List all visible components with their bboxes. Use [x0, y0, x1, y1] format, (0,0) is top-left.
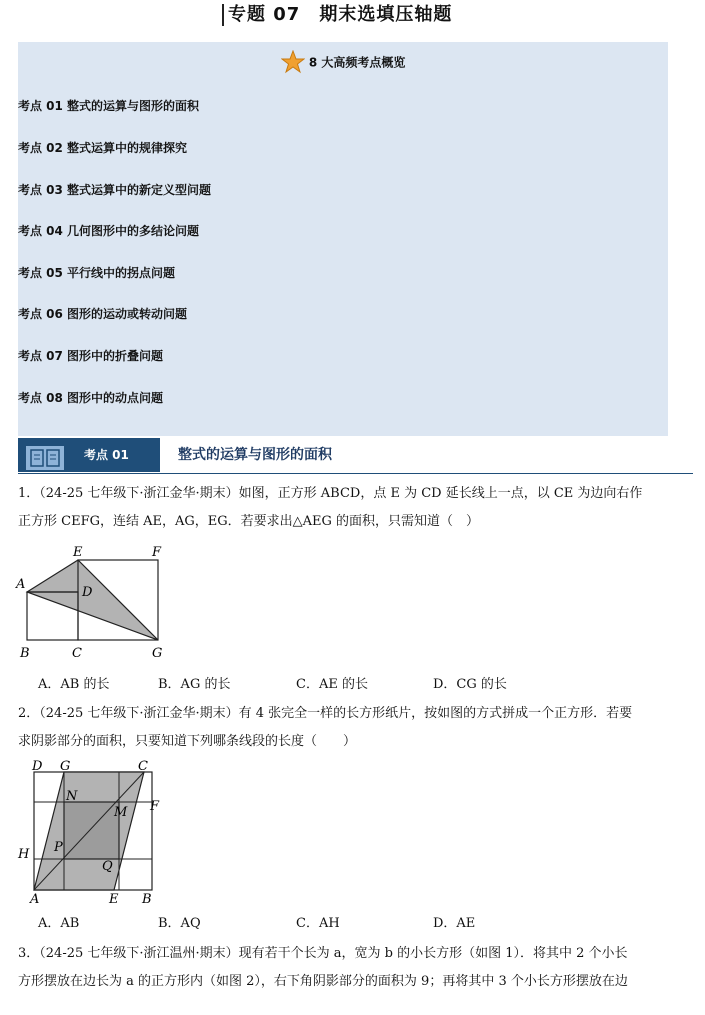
figure-label-b: B	[142, 892, 152, 906]
figure-label-d: D	[82, 585, 93, 600]
book-icon	[26, 446, 64, 470]
figure-label-c: C	[138, 759, 148, 774]
overview-item[interactable]: 考点 04 几何图形中的多结论问题	[18, 224, 200, 238]
overview-item[interactable]: 考点 02 整式运算中的规律探究	[18, 141, 188, 155]
option-c[interactable]: C．AH	[296, 916, 340, 931]
figure-label-h: H	[18, 847, 30, 862]
section-header	[18, 438, 693, 474]
figure-label-g: G	[60, 759, 71, 774]
overview-heading-text: 8 大高频考点概览	[308, 55, 406, 70]
question-1-line-2: 正方形 CEFG，连结 AE，AG，EG．若要求出△AEG 的面积，只需知道（ ）	[18, 514, 480, 529]
question-2-figure	[14, 758, 174, 906]
section-tab-label: 考点 01	[84, 448, 129, 462]
overview-item[interactable]: 考点 01 整式的运算与图形的面积	[18, 99, 200, 113]
option-a[interactable]: A．AB	[38, 916, 80, 931]
option-a[interactable]: A．AB 的长	[38, 677, 110, 692]
question-3-text	[18, 940, 678, 996]
question-2-line-2: 求阴影部分的面积，只要知道下列哪条线段的长度（ ）	[18, 734, 357, 749]
figure-label-g: G	[152, 646, 163, 661]
section-divider	[18, 473, 693, 474]
figure-label-b: B	[20, 646, 30, 661]
question-1-line-1: 1．（24-25 七年级下·浙江金华·期末）如图，正方形 ABCD，点 E 为 CD 延长线上一点，以 CE 为边向右作	[18, 486, 643, 501]
section-title: 整式的运算与图形的面积	[178, 447, 332, 463]
overview-item[interactable]: 考点 05 平行线中的拐点问题	[18, 266, 176, 280]
figure-label-p: P	[54, 840, 63, 855]
question-3-line-2: 方形摆放在边长为 a 的正方形内（如图 2），右下角阴影部分的面积为 9；再将其中 3 个小长方形摆放在边	[18, 974, 628, 989]
question-2-text	[18, 700, 678, 756]
overview-box	[18, 42, 668, 436]
overview-item[interactable]: 考点 08 图形中的动点问题	[18, 391, 164, 405]
question-3-line-1: 3．（24-25 七年级下·浙江温州·期末）现有若干个长为 a，宽为 b 的小长方形（如图 1）．将其中 2 个小长	[18, 946, 628, 961]
option-d[interactable]: D．CG 的长	[433, 677, 507, 692]
option-d[interactable]: D．AE	[433, 916, 476, 931]
section-tab	[18, 438, 160, 472]
figure-label-c: C	[72, 646, 82, 661]
figure-label-n: N	[66, 789, 78, 804]
figure-label-m: M	[114, 805, 128, 820]
option-b[interactable]: B．AQ	[158, 916, 201, 931]
figure-label-f: F	[150, 799, 160, 814]
question-1-figure	[14, 540, 194, 662]
option-b[interactable]: B．AG 的长	[158, 677, 231, 692]
figure-label-q: Q	[102, 859, 113, 874]
figure-label-f: F	[152, 545, 162, 560]
overview-item[interactable]: 考点 03 整式运算中的新定义型问题	[18, 183, 212, 197]
option-c[interactable]: C．AE 的长	[296, 677, 368, 692]
overview-heading	[18, 50, 668, 74]
figure-label-d: D	[32, 759, 43, 774]
figure-label-e: E	[109, 892, 119, 906]
figure-label-a: A	[30, 892, 40, 906]
figure-label-a: A	[16, 577, 26, 592]
star-icon	[281, 50, 305, 74]
page-title: 专题 07 期末选填压轴题	[222, 4, 452, 26]
overview-item[interactable]: 考点 07 图形中的折叠问题	[18, 349, 164, 363]
overview-item[interactable]: 考点 06 图形的运动或转动问题	[18, 307, 188, 321]
question-2-line-1: 2．（24-25 七年级下·浙江金华·期末）有 4 张完全一样的长方形纸片，按如图的方式拼成一个正方形．若要	[18, 706, 633, 721]
question-1-text	[18, 480, 678, 536]
figure-label-e: E	[73, 545, 83, 560]
